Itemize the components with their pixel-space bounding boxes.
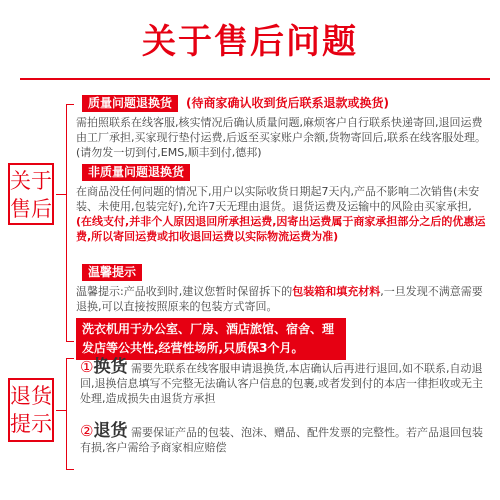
- reminder-text: [76, 284, 486, 314]
- after-sales-label-line2: 售后: [10, 197, 52, 221]
- after-sales-bracket: [66, 104, 74, 342]
- reminder-text-highlight: 包装箱和填充材料: [292, 285, 381, 298]
- return-text: 需要保证产品的包装、泡沫、赠品、配件发票的完整性。若产品退回包装有损,客户需给予商家相应赔偿: [80, 426, 483, 454]
- after-sales-label: [8, 163, 54, 225]
- returns-label-line2: 提示: [10, 412, 52, 436]
- page-title: 关于售后问题: [142, 22, 358, 62]
- returns-label-line1: 退货: [10, 384, 52, 408]
- exchange-heading: 换货: [93, 357, 128, 377]
- exchange-item: [80, 357, 490, 406]
- non-quality-text-normal: 在商品没任何问题的情况下,用户以实际收货日期起7天内,产品不影响二次销售(未安装、未使用,包装完好),允许7天无理由退货。退货运费及运输中的风险由买家承担,: [76, 185, 480, 213]
- quality-return-note: (待商家确认收到货后联系退款或换货): [186, 96, 389, 110]
- title-underline: [20, 78, 490, 80]
- after-sales-connector: [56, 194, 66, 195]
- return-number: ②: [80, 422, 94, 440]
- non-quality-text-highlight: (在线支付,并非个人原因退回所承担运费,因寄出运费属于商家承担部分之后的优惠运费,所以寄回运费或扣收退回运费以实际物流运费为准): [76, 215, 486, 243]
- returns-connector: [56, 410, 66, 411]
- public-use-warranty-notice: [76, 318, 346, 360]
- reminder-text-a: 温馨提示:产品收到时,建议您暂时保留拆下的: [76, 285, 293, 298]
- reminder-tag: 温馨提示: [82, 264, 142, 281]
- after-sales-label-line1: 关于: [10, 169, 52, 193]
- quality-return-text: 需拍照联系在线客服,核实情况后确认质量问题,麻烦客户自行联系快递寄回,退回运费由工厂承担,买家现行垫付运费,后返至买家账户余额,货物寄回后,联系在线客服处理。(请勿发一切到付,EMS,顺丰到付,德邦): [76, 116, 486, 159]
- return-heading: 退货: [93, 421, 128, 441]
- return-item: [80, 421, 490, 455]
- notice-line2: 发店等公共性,经营性场所,只质保3个月。: [82, 341, 304, 355]
- non-quality-return-tag: 非质量问题退换货: [82, 164, 190, 181]
- reminder-text-c: ,一旦发现不满意需要退换,可以直接按照原来的包装方式寄回。: [76, 285, 483, 313]
- returns-bracket: [66, 358, 74, 470]
- exchange-text: 需要先联系在线客服申请退换货,本店确认后再进行退回,如不联系,自动退回,退换信息填写不完整无法确认客户信息的包裹,或者发到付的本店一律拒收或无主处理,造成损失由退货方承担: [80, 362, 483, 405]
- returns-label: [8, 378, 54, 442]
- exchange-number: ①: [80, 358, 94, 376]
- non-quality-return-text: [76, 184, 486, 244]
- quality-return-tag: 质量问题退换货: [82, 95, 178, 112]
- notice-line1: 洗衣机用于办公室、厂房、酒店旅馆、宿舍、理: [82, 322, 335, 336]
